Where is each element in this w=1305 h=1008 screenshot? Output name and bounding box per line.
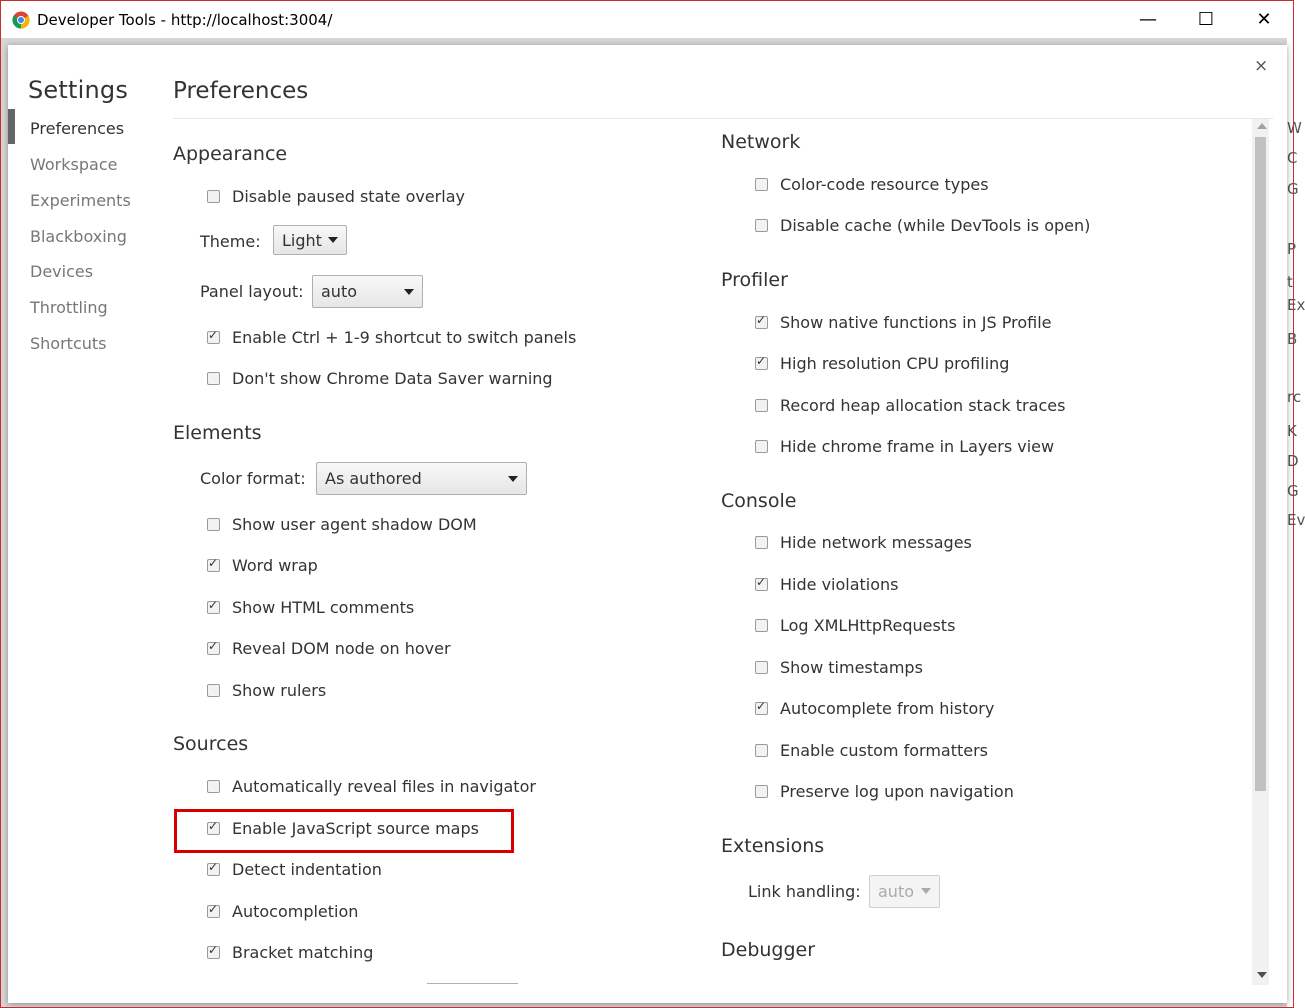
setting-hide-chrome-frame[interactable] bbox=[755, 437, 1054, 456]
setting-label: Show rulers bbox=[232, 681, 327, 700]
setting-heap-traces[interactable] bbox=[755, 396, 1065, 415]
setting-label: Link handling: bbox=[748, 882, 861, 901]
setting-label: Enable custom formatters bbox=[780, 741, 989, 760]
theme-label bbox=[200, 232, 261, 251]
setting-native-functions[interactable] bbox=[755, 313, 1051, 332]
setting-label: Panel layout: bbox=[200, 282, 304, 301]
select-value: auto bbox=[878, 882, 915, 901]
checkbox[interactable] bbox=[755, 785, 768, 798]
setting-label: Show user agent shadow DOM bbox=[232, 515, 477, 534]
setting-bracket-matching[interactable] bbox=[207, 943, 373, 962]
sidebar-item-workspace[interactable]: Workspace bbox=[30, 155, 118, 174]
checkbox[interactable] bbox=[207, 601, 220, 614]
setting-custom-formatters[interactable] bbox=[755, 741, 988, 760]
setting-label: High resolution CPU profiling bbox=[780, 354, 1010, 373]
sidebar-item-shortcuts[interactable]: Shortcuts bbox=[30, 334, 107, 353]
backdrop-text: D bbox=[1287, 452, 1299, 470]
section-heading-profiler: Profiler bbox=[721, 269, 788, 291]
checkbox[interactable] bbox=[207, 518, 220, 531]
checkbox[interactable] bbox=[207, 905, 220, 918]
backdrop-text: C bbox=[1287, 149, 1298, 167]
setting-disable-paused-overlay[interactable] bbox=[207, 187, 465, 206]
dropdown-arrow-icon bbox=[508, 476, 518, 482]
sidebar-item-throttling[interactable]: Throttling bbox=[30, 298, 108, 317]
setting-label: Automatically reveal files in navigator bbox=[232, 777, 536, 796]
setting-detect-indentation[interactable] bbox=[207, 860, 382, 879]
maximize-icon: ☐ bbox=[1197, 9, 1215, 30]
setting-shadow-dom[interactable] bbox=[207, 515, 477, 534]
setting-label: Word wrap bbox=[232, 556, 318, 575]
checkbox[interactable] bbox=[755, 178, 768, 191]
window-close-icon: ✕ bbox=[1256, 9, 1272, 30]
chrome-logo-icon bbox=[12, 11, 30, 29]
checkbox[interactable] bbox=[755, 661, 768, 674]
setting-show-rulers[interactable] bbox=[207, 681, 326, 700]
section-heading-debugger: Debugger bbox=[721, 939, 816, 961]
setting-disable-cache[interactable] bbox=[755, 216, 1090, 235]
setting-data-saver[interactable] bbox=[207, 369, 553, 388]
setting-ctrl-shortcut[interactable] bbox=[207, 328, 576, 347]
sidebar-item-blackboxing[interactable]: Blackboxing bbox=[30, 227, 127, 246]
setting-label: Hide chrome frame in Layers view bbox=[780, 437, 1055, 456]
backdrop-text: t bbox=[1287, 273, 1293, 291]
backdrop-text: rc bbox=[1287, 388, 1302, 406]
checkbox[interactable] bbox=[207, 331, 220, 344]
section-heading-extensions: Extensions bbox=[721, 835, 825, 857]
checkbox[interactable] bbox=[755, 399, 768, 412]
backdrop-text: Ev bbox=[1287, 511, 1305, 529]
setting-label: Record heap allocation stack traces bbox=[780, 396, 1066, 415]
checkbox[interactable] bbox=[755, 536, 768, 549]
select-value: Light bbox=[282, 230, 322, 250]
setting-hide-network-messages[interactable] bbox=[755, 533, 972, 552]
dropdown-arrow-icon bbox=[921, 888, 931, 894]
backdrop-text: G bbox=[1287, 482, 1299, 500]
section-heading-network: Network bbox=[721, 131, 801, 153]
scroll-up-arrow-icon[interactable] bbox=[1257, 123, 1267, 129]
select-value: As authored bbox=[325, 469, 422, 488]
setting-label: Autocompletion bbox=[232, 902, 359, 921]
checkbox[interactable] bbox=[207, 559, 220, 572]
checkbox[interactable] bbox=[207, 780, 220, 793]
settings-dialog bbox=[8, 45, 1287, 1003]
setting-label: Autocomplete from history bbox=[780, 699, 995, 718]
checkbox[interactable] bbox=[207, 372, 220, 385]
highlight-box bbox=[174, 809, 514, 853]
setting-autocompletion[interactable] bbox=[207, 902, 358, 921]
setting-word-wrap[interactable] bbox=[207, 556, 318, 575]
minimize-icon: — bbox=[1139, 9, 1157, 30]
checkbox[interactable] bbox=[755, 744, 768, 757]
setting-label: Hide network messages bbox=[780, 533, 972, 552]
checkbox[interactable] bbox=[207, 863, 220, 876]
checkbox[interactable] bbox=[207, 946, 220, 959]
sidebar-item-preferences[interactable]: Preferences bbox=[30, 119, 125, 138]
checkbox[interactable] bbox=[755, 619, 768, 632]
backdrop-text: P bbox=[1287, 240, 1297, 258]
setting-label: Bracket matching bbox=[232, 943, 374, 962]
setting-hide-violations[interactable] bbox=[755, 575, 899, 594]
setting-label: Show HTML comments bbox=[232, 598, 415, 617]
setting-label: Disable cache (while DevTools is open) bbox=[780, 216, 1091, 235]
theme-select[interactable] bbox=[273, 225, 347, 255]
link-handling-label bbox=[748, 882, 861, 901]
backdrop-text: B bbox=[1287, 330, 1298, 348]
maximize-button[interactable] bbox=[1177, 1, 1235, 38]
preferences-content bbox=[8, 119, 1252, 983]
checkbox[interactable] bbox=[755, 578, 768, 591]
scroll-down-arrow-icon[interactable] bbox=[1257, 972, 1267, 978]
backdrop-text: W bbox=[1287, 119, 1302, 137]
setting-show-timestamps[interactable] bbox=[755, 658, 923, 677]
link-handling-select[interactable] bbox=[869, 875, 940, 908]
setting-autocomplete-history[interactable] bbox=[755, 699, 994, 718]
checkbox[interactable] bbox=[755, 357, 768, 370]
setting-label: Hide violations bbox=[780, 575, 899, 594]
panel-layout-select[interactable] bbox=[312, 275, 423, 308]
color-format-label bbox=[200, 469, 306, 488]
settings-title: Settings bbox=[28, 76, 129, 104]
setting-html-comments[interactable] bbox=[207, 598, 414, 617]
setting-label: Disable paused state overlay bbox=[232, 187, 465, 206]
setting-label: Detect indentation bbox=[232, 860, 382, 879]
setting-high-res-profiling[interactable] bbox=[755, 354, 1009, 373]
checkbox[interactable] bbox=[207, 642, 220, 655]
panel-layout-label bbox=[200, 282, 304, 301]
checkbox[interactable] bbox=[207, 684, 220, 697]
backdrop-text: Ex bbox=[1287, 296, 1305, 314]
setting-label: Log XMLHttpRequests bbox=[780, 616, 956, 635]
checkbox[interactable] bbox=[755, 219, 768, 232]
setting-label: Color-code resource types bbox=[780, 175, 989, 194]
color-format-select[interactable] bbox=[316, 462, 527, 495]
setting-label: Don't show Chrome Data Saver warning bbox=[232, 369, 553, 388]
window-close-button[interactable] bbox=[1235, 1, 1293, 38]
partially-visible-control bbox=[427, 983, 518, 986]
setting-label: Enable JavaScript source maps bbox=[232, 819, 479, 838]
setting-log-xhr[interactable] bbox=[755, 616, 955, 635]
setting-label: Theme: bbox=[200, 232, 261, 251]
select-value: auto bbox=[321, 282, 358, 301]
dropdown-arrow-icon bbox=[328, 237, 338, 243]
sidebar-item-devices[interactable]: Devices bbox=[30, 262, 94, 281]
setting-label: Show native functions in JS Profile bbox=[780, 313, 1052, 332]
scrollbar-thumb[interactable] bbox=[1255, 137, 1266, 791]
checkbox[interactable] bbox=[755, 702, 768, 715]
checkbox[interactable] bbox=[755, 316, 768, 329]
window-title: Developer Tools - http://localhost:3004/ bbox=[37, 11, 333, 29]
section-heading-appearance: Appearance bbox=[173, 143, 288, 165]
sidebar-item-experiments[interactable]: Experiments bbox=[30, 191, 131, 210]
window-titlebar bbox=[1, 1, 1293, 38]
setting-color-code[interactable] bbox=[755, 175, 989, 194]
section-heading-console: Console bbox=[721, 490, 797, 512]
setting-label: Show timestamps bbox=[780, 658, 923, 677]
section-heading-elements: Elements bbox=[173, 422, 262, 444]
backdrop-text: G bbox=[1287, 180, 1299, 198]
setting-auto-reveal[interactable] bbox=[207, 777, 536, 796]
setting-preserve-log[interactable] bbox=[755, 782, 1014, 801]
setting-label: Preserve log upon navigation bbox=[780, 782, 1014, 801]
checkbox[interactable] bbox=[207, 190, 220, 203]
dropdown-arrow-icon bbox=[404, 289, 414, 295]
setting-label: Color format: bbox=[200, 469, 306, 488]
section-heading-sources: Sources bbox=[173, 733, 249, 755]
minimize-button[interactable] bbox=[1119, 1, 1177, 38]
page-title: Preferences bbox=[173, 78, 309, 104]
setting-label: Reveal DOM node on hover bbox=[232, 639, 451, 658]
checkbox[interactable] bbox=[755, 440, 768, 453]
dialog-close-icon[interactable]: × bbox=[1254, 56, 1269, 76]
setting-reveal-dom[interactable] bbox=[207, 639, 451, 658]
setting-label: Enable Ctrl + 1-9 shortcut to switch panels bbox=[232, 328, 577, 347]
backdrop-text: K bbox=[1287, 422, 1297, 440]
